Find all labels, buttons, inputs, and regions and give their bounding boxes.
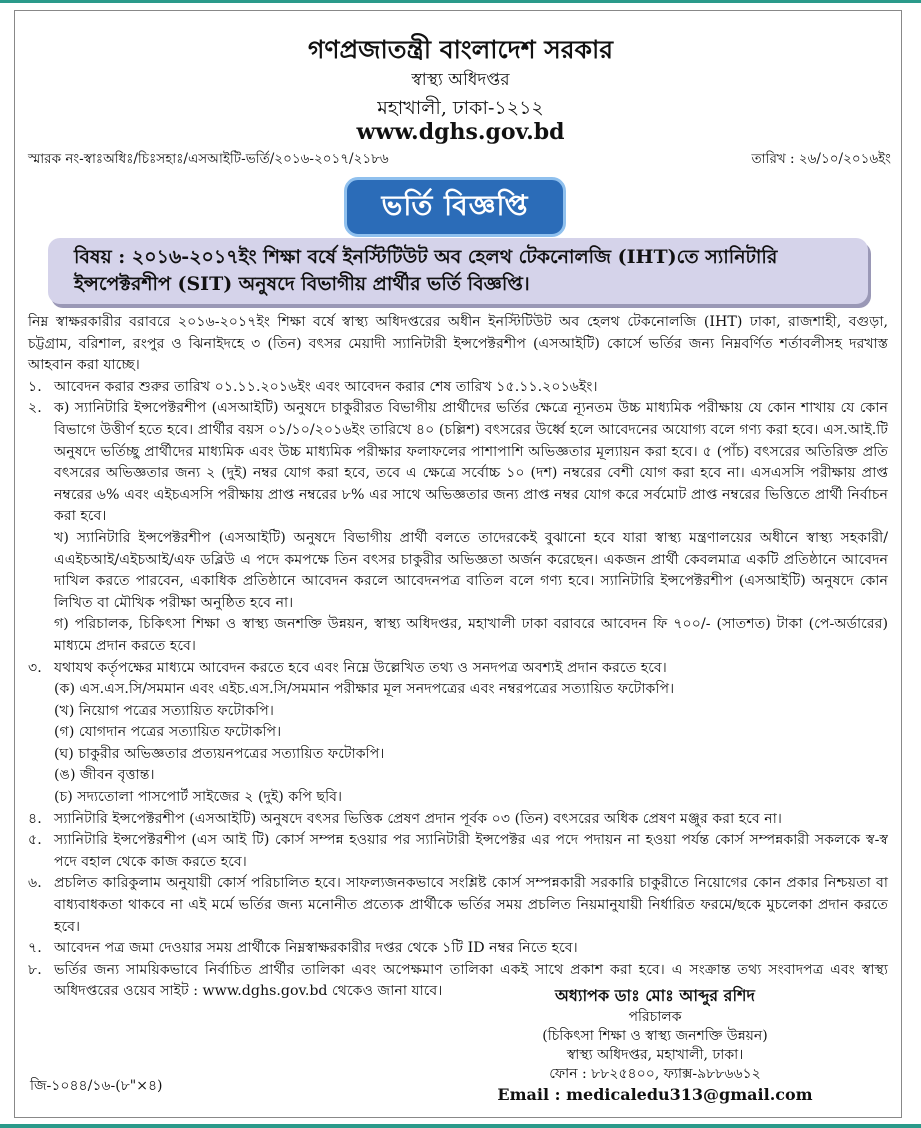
item-number: ৫. [28,832,42,849]
notice-date: তারিখ : ২৬/১০/২০১৬ইং [751,151,891,167]
item-number: ৩. [28,659,42,676]
item-text: যথাযথ কর্তৃপক্ষের মাধ্যমে আবেদন করতে হবে এবং নিম্নে উল্লেখিত তথ্য ও সনদপত্র অবশ্যই প্রদান করতে হবে। [54,659,667,676]
condition-subitem: খ) স্যানিটারি ইন্সপেক্টরশীপ (এসআইটি) অনুষদে বিভাগীয় প্রার্থী বলতে তাদেরকেই বুঝানো হবে যারা স্বাস্থ্য মন্ত্রণালয়ের অধীনে স্বাস্থ্য সহকারী/এএইচআই/এইচআই/এফ ডব্লিউ এ পদে কমপক্ষে তিন বৎসর চাকুরীর অভিজ্ঞতা অর্জন করেছেন। একজন প্রার্থী কেবলমাত্র একটি প্রতিষ্ঠানে আবেদন দাখিল করতে পারবেন, একাধিক প্রতিষ্ঠানে আবেদন করলে আবেদনপত্র বাতিল বলে গণ্য হবে। স্যানিটারি ইন্সপেক্টরশীপ (এসআইটি) অনুষদে কোন লিখিত বা মৌখিক পরীক্ষা অনুষ্ঠিত হবে না। [54,529,888,611]
admission-notice-banner [344,177,566,237]
condition-item [28,377,888,399]
document-item: (চ) সদ্যতোলা পাসপোর্ট সাইজের ২ (দুই) কপি ছবি। [54,789,343,806]
top-accent-line [0,0,921,3]
signatory-name: অধ্যাপক ডাঃ মোঃ আব্দুর রশিদ [555,986,755,1005]
document-item: (গ) যোগদান পত্রের সত্যায়িত ফটোকপি। [54,724,282,741]
publication-code: জি-১০৪৪/১৬-(৮"×৪) [30,1078,163,1094]
banner-title: ভর্তি বিজ্ঞপ্তি [381,188,529,222]
condition-item [28,658,888,680]
item-number: ৬. [28,875,42,892]
subject-line-1: বিষয় : ২০১৬-২০১৭ইং শিক্ষা বর্ষে ইনস্টিটিউট অব হেলথ টেকনোলজি (IHT)তে স্যানিটারি [74,246,778,268]
office-address: মহাখালী, ঢাকা-১২১২ [377,97,544,119]
memo-number: স্মারক নং-স্বাঃঅধিঃ/চিঃসহাঃ/এসআইটি-ভর্তি/২০১৬-২০১৭/২১৮৬ [28,151,389,167]
document-item: (ক) এস.এস.সি/সমমান এবং এইচ.এস.সি/সমমান পরীক্ষার মূল সনদপত্রের এবং নম্বরপত্রের সত্যায়িত ফটোকপি। [54,681,675,698]
item-text: আবেদন পত্র জমা দেওয়ার সময় প্রার্থীকে নিম্নস্বাক্ষরকারীর দপ্তর থেকে ১টি ID নম্বর নিতে হবে। [54,940,578,957]
condition-item [28,938,888,960]
document-item: (ঘ) চাকুরীর অভিজ্ঞতার প্রত্যয়নপত্রের সত্যায়িত ফটোকপি। [54,745,385,762]
subject-box [48,238,868,304]
government-title: গণপ্রজাতন্ত্রী বাংলাদেশ সরকার [308,35,613,64]
item-text: ক) স্যানিটারি ইন্সপেক্টরশীপ (এসআইটি) অনুষদে চাকুরীরত বিভাগীয় প্রার্থীদের ভর্তির ক্ষেত্রে ন্যূনতম উচ্চ মাধ্যমিক পরীক্ষায় যে কোন শাখায় যে কোন বিভাগে উত্তীর্ণ হতে হবে। প্রার্থীর বয়স ০১/১০/২০১৬ইং তারিখে ৪০ (চল্লিশ) বৎসরের উর্ধ্বে হলে আবেদনের অযোগ্য বলে গণ্য করা হবে। এস.আই.টি অনুষদে ভর্তিচ্ছু প্রার্থীদের মাধ্যমিক এবং উচ্চ মাধ্যমিক পরীক্ষার ফলাফলের পাশাপাশি অভিজ্ঞতার মূল্যায়ন করা হবে। ৫ (পাঁচ) বৎসরের অতিরিক্ত প্রতি বৎসরের অভিজ্ঞতার জন্য ২ (দুই) নম্বর যোগ করা হবে, তবে এ ক্ষেত্রে সর্বোচ্চ ১০ (দশ) নম্বরের বেশী যোগ করা হবে না। এসএসসি পরীক্ষায় প্রাপ্ত নম্বরের ৬% এবং এইচএসসি পরীক্ষায় প্রাপ্ত নম্বরের ৮% এর সাথে অভিজ্ঞতার জন্য প্রাপ্ত নম্বর যোগ করে সর্বমোট প্রাপ্ত নম্বরের ভিত্তিতে প্রার্থী নির্বাচন করা হবে। [54,400,888,525]
document-item: (ঙ) জীবন বৃত্তান্ত। [54,767,155,784]
condition-item [28,830,888,873]
intro-paragraph: নিম্ন স্বাক্ষরকারীর বরাবরে ২০১৬-২০১৭ইং শিক্ষা বর্ষে স্বাস্থ্য অধিদপ্তরের অধীন ইনস্টিটিউট অব হেলথ টেকনোলজি (IHT) ঢাকা, রাজশাহী, বগুড়া, চট্টগ্রাম, বরিশাল, রংপুর ও ঝিনাইদহে ৩ (তিন) বৎসর মেয়াদী স্যানিটারী ইন্সপেক্টরশীপ (এসআইটি) কোর্সে ভর্তির জন্য নিম্নবর্ণিত শর্তাবলীসহ দরখাস্ত আহবান করা যাচ্ছে। [28,314,889,374]
bottom-accent-line [0,1124,921,1128]
item-text: প্রচলিত কারিকুলাম অনুযায়ী কোর্স পরিচালিত হবে। সাফল্যজনকভাবে সংশ্লিষ্ট কোর্স সম্পন্নকারী সরকারি চাকুরীতে নিয়োগের কোন প্রকার নিশ্চয়তা বা বাধ্যবাধকতা থাকবে না এই মর্মে ভর্তির জন্য মনোনীত প্রত্যেক প্রার্থীকে ভর্তির সময় প্রচলিত নিয়মানুযায়ী নির্ধারিত ফরমে/ছকে মুচলেকা প্রদান করতে হবে। [54,875,888,935]
condition-item [28,873,888,938]
item-text: স্যানিটারি ইন্সপেক্টরশীপ (এস আই টি) কোর্স সম্পন্ন হওয়ার পর স্যানিটারী ইন্সপেক্টর এর পদে পদায়ন না হওয়া পর্যন্ত কোর্স সম্পন্নকারী সকলকে স্ব-স্ব পদে বহাল থেকে কাজ করতে হবে। [54,832,888,870]
contact-email[interactable]: Email : medicaledu313@gmail.com [497,1085,813,1104]
subject-line-2: ইন্সপেক্টরশীপ (SIT) অনুষদে বিভাগীয় প্রার্থীর ভর্তি বিজ্ঞপ্তি। [74,273,530,295]
item-number: ৭. [28,940,42,957]
signatory-department: (চিকিৎসা শিক্ষা ও স্বাস্থ্য জনশক্তি উন্নয়ন) [542,1028,768,1044]
item-text: আবেদন করার শুরুর তারিখ ০১.১১.২০১৬ইং এবং আবেদন করার শেষ তারিখ ১৫.১১.২০১৬ইং। [54,378,598,395]
condition-item [28,398,888,528]
signatory-office: স্বাস্থ্য অধিদপ্তর, মহাখালী, ঢাকা। [566,1047,744,1063]
signatory-title: পরিচালক [628,1009,682,1025]
item-number: ১. [28,378,42,395]
item-number: ২. [28,400,42,417]
notice-body [28,312,888,1003]
contact-phone: ফোন : ৮৮২৫৪০০, ফ্যাক্স-৯৮৮৬৬১২ [549,1066,761,1082]
condition-subitem: গ) পরিচালক, চিকিৎসা শিক্ষা ও স্বাস্থ্য জনশক্তি উন্নয়ন, স্বাস্থ্য অধিদপ্তর, মহাখালী ঢাকা বরাবরে আবেদন ফি ৭০০/- (সাতশত) টাকা (পে-অর্ডারের) মাধ্যমে প্রদান করতে হবে। [54,616,888,654]
website-link[interactable]: www.dghs.gov.bd [356,119,565,145]
item-text: স্যানিটারি ইন্সপেক্টরশীপ (এসআইটি) অনুষদে বৎসর ভিত্তিক প্রেষণ প্রদান পূর্বক ০৩ (তিন) বৎসরের অধিক প্রেষণ মঞ্জুর করা হবে না। [54,810,782,827]
item-number: ৪. [28,810,42,827]
signature-block [490,984,820,1106]
item-text: ভর্তির জন্য সাময়িকভাবে নির্বাচিত প্রার্থীর তালিকা এবং অপেক্ষমাণ তালিকা একই সাথে প্রকাশ করা হবে। এ সংক্রান্ত তথ্য সংবাদপত্র এবং স্বাস্থ্য অধিদপ্তরের ওয়েব সাইট : www.dghs.gov.bd থেকেও জানা যাবে। [54,961,888,1000]
directorate-name: স্বাস্থ্য অধিদপ্তর [411,70,510,90]
item-number: ৮. [28,961,42,978]
document-item: (খ) নিয়োগ পত্রের সত্যায়িত ফটোকপি। [54,702,274,719]
condition-item [28,809,888,831]
